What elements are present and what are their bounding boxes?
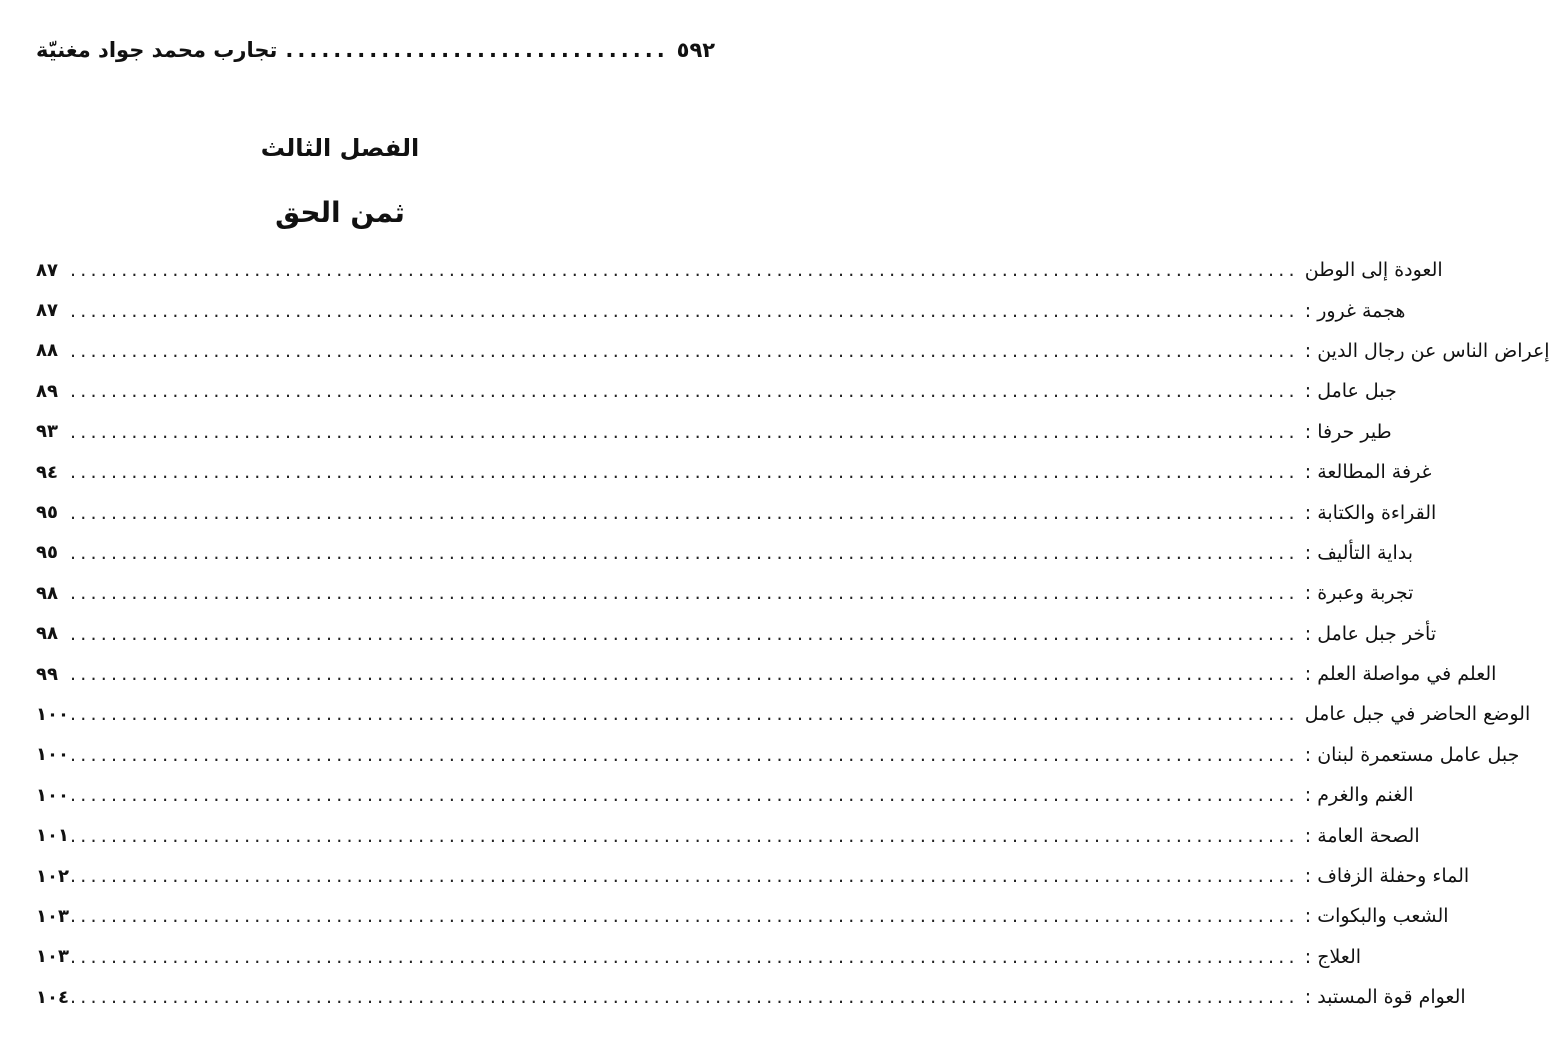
toc-entry-page-number: ١٠٠ [36, 744, 69, 766]
toc-entry-page-number: ٨٧ [36, 259, 58, 281]
toc-entry-title: تأخر جبل عامل : [1304, 622, 1437, 645]
toc-entry-page-number: ٩٨ [36, 582, 58, 604]
toc-entry-leader: ........................................................................................................................ [70, 703, 1299, 726]
toc-entry-page-number: ٨٧ [36, 300, 58, 322]
toc-entry-title: الصحة العامة : [1304, 824, 1420, 847]
toc-entry-title: القراءة والكتابة : [1304, 501, 1437, 524]
toc-entry-leader: ........................................................................................................................ [70, 622, 1299, 645]
toc-entry-page-number: ١٠٣ [36, 905, 69, 927]
toc-entry-page-number: ١٠٤ [36, 986, 69, 1008]
toc-entry-title: إعراض الناس عن رجال الدين : [1304, 339, 1550, 362]
toc-entry-leader: ........................................................................................................................ [70, 986, 1299, 1009]
toc-entry-page-number: ٩٤ [36, 461, 58, 483]
toc-entry [36, 492, 1437, 532]
toc-entry [36, 856, 1470, 896]
running-header [36, 38, 716, 72]
toc-entry-leader: ........................................................................................................................ [70, 824, 1299, 847]
toc-entry-title: الوضع الحاضر في جبل عامل [1304, 703, 1531, 726]
toc-entry-title: العودة إلى الوطن [1304, 259, 1443, 282]
toc-entry-page-number: ٩٩ [36, 663, 58, 685]
toc-entry [36, 331, 1550, 371]
toc-entry-title: جبل عامل : [1304, 380, 1397, 403]
toc-entry-page-number: ٩٥ [36, 542, 58, 564]
toc-entry [36, 250, 1443, 290]
toc-entry-title: العوام قوة المستبد : [1304, 986, 1466, 1009]
toc-entry-leader: ........................................................................................................................ [70, 865, 1299, 888]
toc-entry-leader: ........................................................................................................................ [70, 905, 1299, 928]
toc-entry-title: غرفة المطالعة : [1304, 461, 1432, 484]
toc-entry-page-number: ١٠٠ [36, 703, 69, 725]
toc-entry [36, 533, 1414, 573]
toc-entry [36, 694, 1531, 734]
running-header-leader: ................................ [285, 38, 669, 62]
toc-entry-leader: ........................................................................................................................ [70, 259, 1299, 282]
toc-entry [36, 371, 1397, 411]
toc-entry-leader: ........................................................................................................................ [70, 380, 1299, 403]
toc-entry [36, 290, 1406, 330]
toc-entry-leader: ........................................................................................................................ [70, 461, 1299, 484]
toc-entry-title: بداية التأليف : [1304, 541, 1414, 564]
toc-entry [36, 452, 1432, 492]
toc-entry-title: العلاج : [1304, 945, 1362, 968]
running-header-page-number: ٥٩٢ [676, 38, 716, 62]
toc-entry-leader: ........................................................................................................................ [70, 420, 1299, 443]
toc-entry-leader: ........................................................................................................................ [70, 743, 1299, 766]
toc-entry [36, 654, 1497, 694]
toc-entry-title: جبل عامل مستعمرة لبنان : [1304, 743, 1520, 766]
toc-entry [36, 896, 1449, 936]
toc-entry [36, 735, 1520, 775]
running-header-title: تجارب محمد جواد مغنيّة [36, 38, 278, 62]
toc-entry-leader: ........................................................................................................................ [70, 663, 1299, 686]
toc-entry-page-number: ٩٥ [36, 502, 58, 524]
toc-entry-title: تجربة وعبرة : [1304, 582, 1414, 605]
chapter-title: ثمن الحق [275, 196, 405, 229]
toc-entry-page-number: ٩٨ [36, 623, 58, 645]
toc-entry-title: هجمة غرور : [1304, 299, 1406, 322]
toc-entry-leader: ........................................................................................................................ [70, 582, 1299, 605]
toc-entry-page-number: ١٠٢ [36, 865, 69, 887]
toc-entry-page-number: ١٠٣ [36, 946, 69, 968]
toc-entry-page-number: ٨٩ [36, 380, 58, 402]
toc-entry [36, 412, 1392, 452]
toc-entry [36, 573, 1414, 613]
toc-entry-title: الشعب والبكوات : [1304, 905, 1449, 928]
toc-entry [36, 977, 1466, 1017]
toc-entry-leader: ........................................................................................................................ [70, 501, 1299, 524]
toc-entry-title: طير حرفا : [1304, 420, 1392, 443]
toc-entry [36, 775, 1414, 815]
toc-entry-page-number: ٩٣ [36, 421, 58, 443]
toc-entry-title: الماء وحفلة الزفاف : [1304, 865, 1470, 888]
toc-entry [36, 815, 1420, 855]
toc-entry-leader: ........................................................................................................................ [70, 299, 1299, 322]
toc-entry-leader: ........................................................................................................................ [70, 784, 1299, 807]
table-of-contents [36, 250, 1550, 1017]
toc-entry-page-number: ١٠١ [36, 825, 69, 847]
toc-entry [36, 937, 1362, 977]
toc-entry-title: الغنم والغرم : [1304, 784, 1414, 807]
toc-entry-leader: ........................................................................................................................ [70, 945, 1299, 968]
toc-entry-title: العلم في مواصلة العلم : [1304, 663, 1497, 686]
toc-entry-page-number: ١٠٠ [36, 784, 69, 806]
chapter-label: الفصل الثالث [260, 134, 420, 162]
toc-entry-leader: ........................................................................................................................ [70, 339, 1299, 362]
toc-entry [36, 614, 1437, 654]
toc-entry-page-number: ٨٨ [36, 340, 58, 362]
toc-entry-leader: ........................................................................................................................ [70, 541, 1299, 564]
